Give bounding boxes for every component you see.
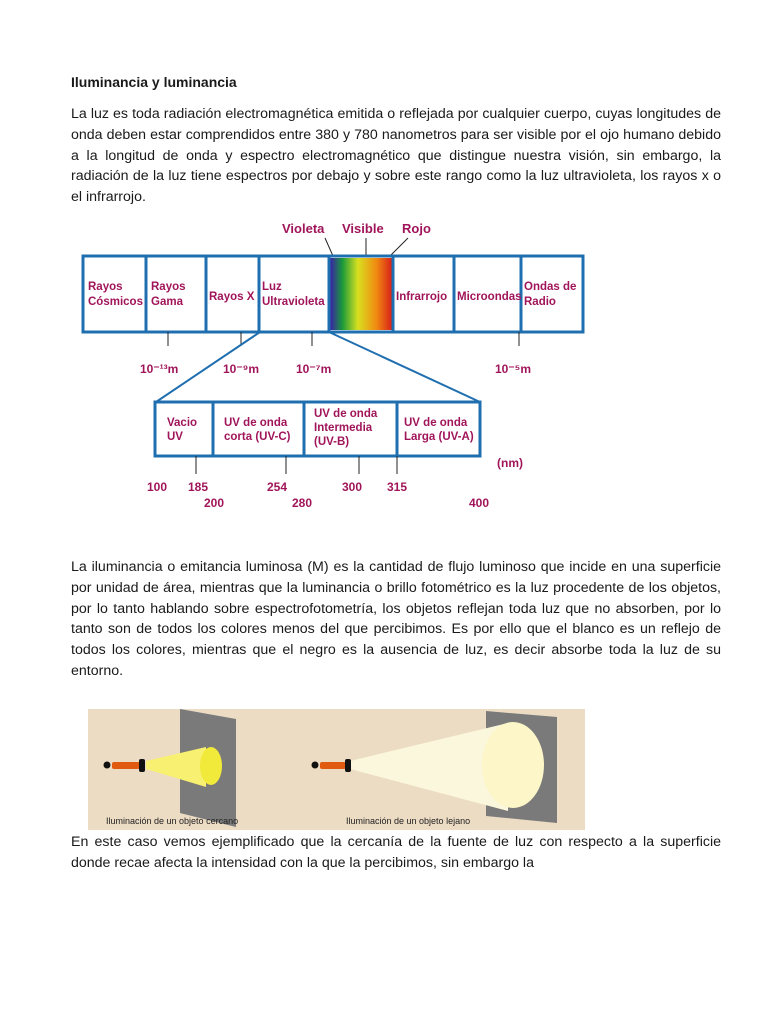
caption-near: Iluminación de un objeto cercano: [106, 816, 239, 826]
zoom-line-right: [329, 332, 480, 402]
paragraph-illuminance: La iluminancia o emitancia luminosa (M) es la cantidad de flujo luminoso que incide en una superficie por unidad de área, mientras que la luminancia o brillo fotométrico es la luz procedente de los objetos, por lo tanto hablando sobre espectrofotometría, los objetos reflejan toda luz que no absorben, por lo tanto son de todos los colores menos del que percibimos. Es por ello que el blanco es un reflejo de todos los colores, mientras que el negro es la ausencia de luz, es decir absorbe toda la luz de su entorno.: [71, 559, 721, 679]
scale-400: 400: [469, 496, 490, 510]
caption-far: Iluminación de un objeto lejano: [346, 816, 471, 826]
unit-nm: (nm): [497, 456, 523, 470]
band-rayos-x: Rayos X: [209, 291, 255, 303]
uv-band-corta: UV de onda corta (UV-C): [224, 417, 291, 443]
wavelength-1e-7: 10⁻⁷m: [296, 362, 332, 376]
scale-300: 300: [342, 480, 363, 494]
scale-280: 280: [292, 496, 313, 510]
pointer-violeta: [325, 238, 333, 256]
electromagnetic-spectrum-diagram: [76, 216, 596, 516]
paragraph-distance-effect: En este caso vemos ejemplificado que la cercanía de la fuente de luz con respecto a la superficie donde recae afecta la intensidad con la que la percibimos, sin embargo la: [71, 834, 721, 871]
near-light-spot: [200, 747, 222, 785]
band-ondas-de-radio: Ondas de Radio: [524, 281, 577, 308]
visible-gradient: [330, 258, 392, 330]
illumination-distance-diagram: [88, 709, 585, 830]
wavelength-1e-13: 10⁻¹³m: [140, 362, 179, 376]
label-rojo: Rojo: [402, 221, 431, 236]
wavelength-1e-9: 10⁻⁹m: [223, 362, 260, 376]
label-visible: Visible: [342, 221, 384, 236]
band-rayos-gama: Rayos Gama: [151, 281, 186, 308]
uv-band-vacio: Vacio UV: [167, 417, 198, 443]
pointer-rojo: [390, 238, 408, 256]
near-flashlight-icon: [112, 762, 140, 769]
band-microondas: Microondas: [457, 291, 522, 303]
section-heading: Iluminancia y luminancia: [71, 74, 237, 90]
paragraph-light-definition: La luz es toda radiación electromagnética emitida o reflejada por cualquier cuerpo, cuyas longitudes de onda deben estar comprendidos entre 380 y 780 nanometros para ser visible por el ojo humano debido a la longitud de onda y espectro electromagnético que distingue nuestra visión, sin embargo, la radiación de la luz tiene espectros por debajo y sobre este rango como la luz ultravioleta, los rayos x o el infrarrojo.: [71, 106, 721, 206]
scale-254: 254: [267, 480, 288, 494]
label-violeta: Violeta: [282, 221, 325, 236]
uv-band-larga: UV de onda Larga (UV-A): [404, 417, 474, 443]
wavelength-1e-5: 10⁻⁵m: [495, 362, 531, 376]
band-luz-ultravioleta: Luz Ultravioleta: [262, 281, 325, 308]
band-rayos-cosmicos: Rayos Cósmicos: [88, 281, 143, 308]
far-light-spot: [482, 722, 544, 808]
scale-315: 315: [387, 480, 408, 494]
band-infrarrojo: Infrarrojo: [396, 291, 448, 303]
far-flashlight-icon: [320, 762, 346, 769]
scale-200: 200: [204, 496, 225, 510]
uv-band-intermedia: UV de onda Intermedia (UV-B): [314, 408, 378, 448]
scale-100: 100: [147, 480, 168, 494]
scale-185: 185: [188, 480, 209, 494]
